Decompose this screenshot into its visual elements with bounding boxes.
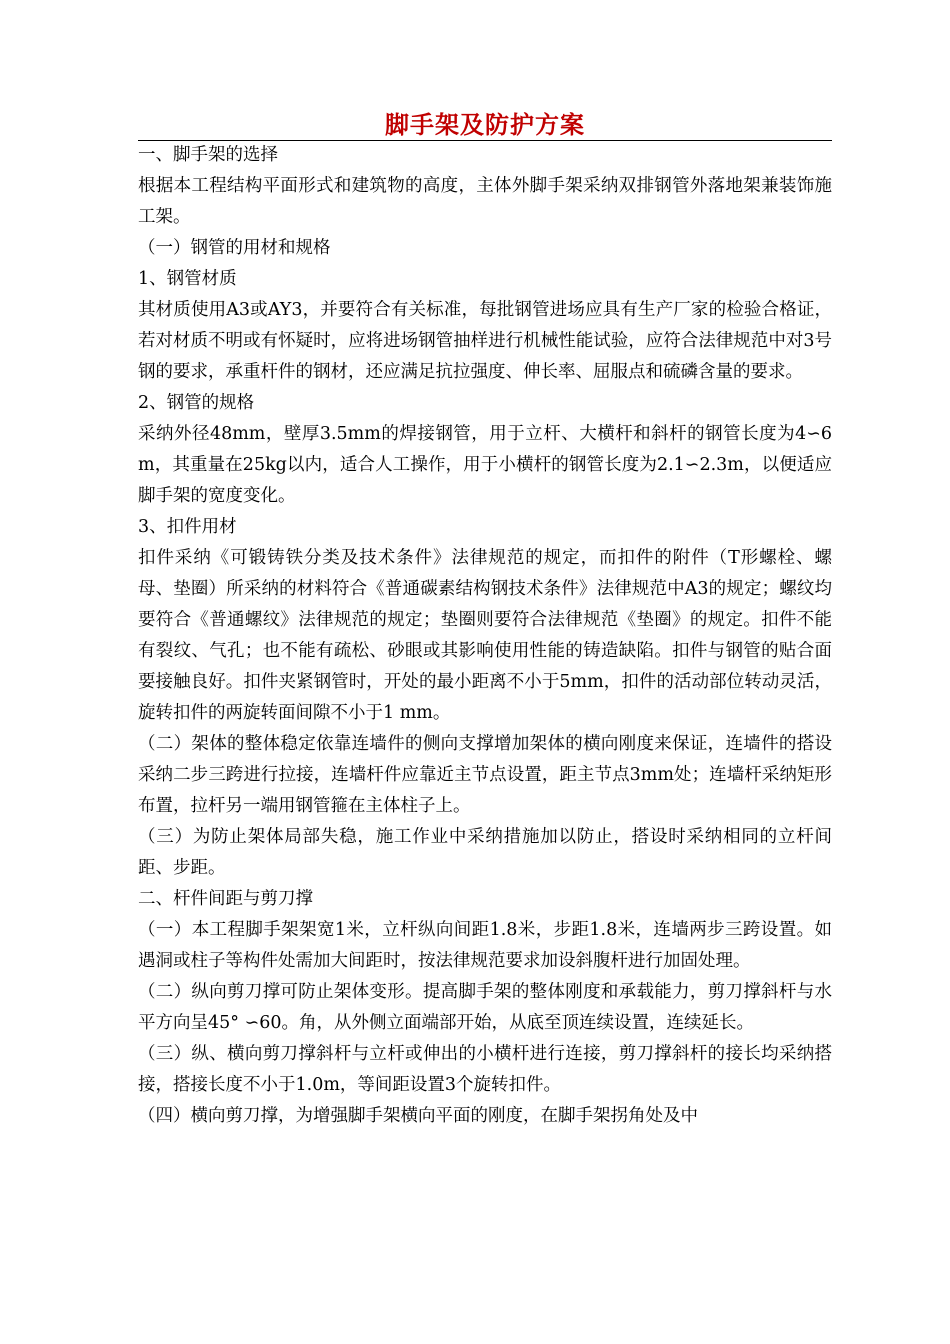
paragraph: 其材质使用A3或AY3，并要符合有关标准，每批钢管进场应具有生产厂家的检验合格证，若对材质不明或有怀疑时，应将进场钢管抽样进行机械性能试验，应符合法律规范中对3号钢的要求，承重杆件的钢材，还应满足抗拉强度、伸长率、屈服点和硫磷含量的要求。 bbox=[138, 300, 832, 382]
paragraph: 根据本工程结构平面形式和建筑物的高度，主体外脚手架采纳双排钢管外落地架兼装饰施工架。 bbox=[138, 176, 832, 227]
paragraph: 采纳外径48mm，壁厚3.5mm的焊接钢管，用于立杆、大横杆和斜杆的钢管长度为4∽6m，其重量在25kg以内，适合人工操作，用于小横杆的钢管长度为2.1∽2.3m，以便适应脚手架的宽度变化。 bbox=[138, 424, 832, 506]
subsection-heading: （一）钢管的用材和规格 bbox=[138, 238, 331, 258]
document-title: 脚手架及防护方案 bbox=[385, 110, 585, 139]
item-heading: 1、钢管材质 bbox=[138, 269, 237, 289]
document-body bbox=[138, 140, 832, 1132]
section-heading: 一、脚手架的选择 bbox=[138, 145, 278, 165]
item-heading: 2、钢管的规格 bbox=[138, 393, 255, 413]
paragraph: （三）为防止架体局部失稳，施工作业中采纳措施加以防止，搭设时采纳相同的立杆间距、步距。 bbox=[138, 827, 832, 878]
paragraph: 扣件采纳《可锻铸铁分类及技术条件》法律规范的规定，而扣件的附件（T形螺栓、螺母、垫圈）所采纳的材料符合《普通碳素结构钢技术条件》法律规范中A3的规定；螺纹均要符合《普通螺纹》法律规范的规定；垫圈则要符合法律规范《垫圈》的规定。扣件不能有裂纹、气孔；也不能有疏松、砂眼或其影响使用性能的铸造缺陷。扣件与钢管的贴合面要接触良好。扣件夹紧钢管时，开处的最小距离不小于5mm，扣件的活动部位转动灵活，旋转扣件的两旋转面间隙不小于1 mm。 bbox=[138, 548, 832, 723]
section-heading: 二、杆件间距与剪刀撑 bbox=[138, 889, 313, 909]
paragraph: （二）架体的整体稳定依靠连墙件的侧向支撑增加架体的横向刚度来保证，连墙件的搭设采纳二步三跨进行拉接，连墙杆件应靠近主节点设置，距主节点3mm处；连墙杆采纳矩形布置，拉杆另一端用钢管箍在主体柱子上。 bbox=[138, 734, 832, 816]
paragraph: （四）横向剪刀撑，为增强脚手架横向平面的刚度，在脚手架拐角处及中 bbox=[138, 1106, 698, 1126]
paragraph: （三）纵、横向剪刀撑斜杆与立杆或伸出的小横杆进行连接，剪刀撑斜杆的接长均采纳搭接，搭接长度不小于1.0m，等间距设置3个旋转扣件。 bbox=[138, 1044, 832, 1095]
item-heading: 3、扣件用材 bbox=[138, 517, 237, 537]
paragraph: （一）本工程脚手架架宽1米，立杆纵向间距1.8米，步距1.8米，连墙两步三跨设置。如遇洞或柱子等构件处需加大间距时，按法律规范要求加设斜腹杆进行加固处理。 bbox=[138, 920, 832, 971]
paragraph: （二）纵向剪刀撑可防止架体变形。提高脚手架的整体刚度和承载能力，剪刀撑斜杆与水平方向呈45° ∽60。角，从外侧立面端部开始，从底至顶连续设置，连续延长。 bbox=[138, 982, 832, 1033]
